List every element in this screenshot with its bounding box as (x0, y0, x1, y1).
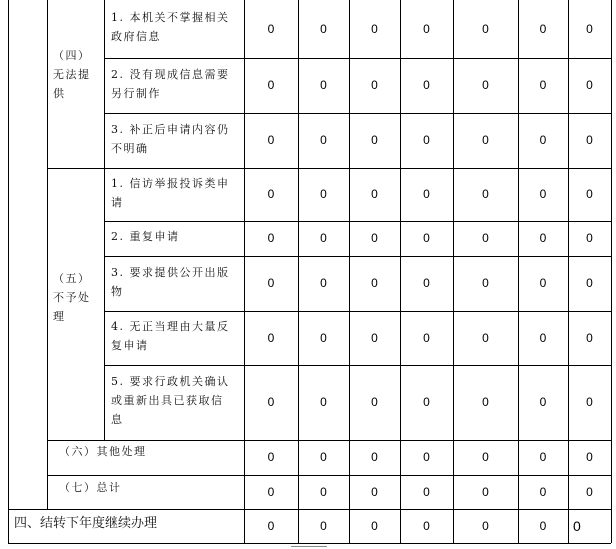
value-cell: 0 (586, 331, 593, 345)
value-cell: 0 (320, 276, 327, 290)
row-label: 5. 要求行政机关确认 或重新出具已获取信 息 (111, 375, 230, 426)
grid-line (8, 0, 9, 543)
value-cell: 0 (371, 22, 378, 36)
value-cell: 0 (320, 22, 327, 36)
value-cell: 0 (586, 231, 593, 245)
value-cell: 0 (371, 133, 378, 147)
grid-line (104, 113, 611, 114)
value-cell: 0 (267, 519, 275, 533)
value-cell: 0 (482, 22, 489, 36)
value-cell: 0 (539, 22, 547, 36)
value-cell: 0 (586, 450, 593, 464)
value-cell: 0 (267, 395, 275, 409)
value-cell: 0 (586, 22, 593, 36)
grid-line (104, 58, 611, 59)
grid-line (104, 311, 611, 312)
row-label: 2. 没有现成信息需要 另行制作 (111, 68, 230, 100)
value-cell: 0 (482, 395, 489, 409)
grid-line (47, 168, 611, 169)
value-cell: 0 (423, 187, 430, 201)
value-cell: 0 (371, 187, 378, 201)
grid-line (8, 543, 611, 544)
value-cell: 0 (423, 22, 430, 36)
value-cell: 0 (539, 231, 547, 245)
row-label: 1. 本机关不掌握相关 政府信息 (111, 11, 230, 43)
value-cell: 0 (371, 331, 378, 345)
value-cell: 0 (320, 485, 327, 499)
row-label: 1. 信访举报投诉类申 请 (111, 177, 230, 209)
value-cell: 0 (423, 133, 430, 147)
value-cell: 0 (586, 78, 593, 92)
value-cell: 0 (586, 485, 593, 499)
value-cell: 0 (267, 485, 275, 499)
value-cell: 0 (320, 133, 327, 147)
grid-line (611, 0, 612, 543)
value-cell: 0 (539, 78, 547, 92)
value-cell: 0 (320, 519, 327, 533)
value-cell: 0 (267, 231, 275, 245)
value-cell: 0 (539, 331, 547, 345)
value-cell: 0 (371, 78, 378, 92)
value-cell: 0 (539, 450, 547, 464)
value-cell: 0 (267, 22, 275, 36)
value-cell: 0 (539, 276, 547, 290)
row-label: 3. 补正后申请内容仍 不明确 (111, 123, 230, 155)
value-cell: 0 (586, 276, 593, 290)
value-cell: 0 (267, 187, 275, 201)
value-cell: 0 (371, 276, 378, 290)
value-cell: 0 (267, 78, 275, 92)
value-cell: 0 (371, 395, 378, 409)
value-cell: 0 (539, 395, 547, 409)
value-cell: 0 (423, 78, 430, 92)
value-cell: 0 (320, 395, 327, 409)
value-cell: 0 (586, 133, 593, 147)
value-cell: 0 (267, 331, 275, 345)
value-cell: 0 (423, 450, 430, 464)
grid-line (104, 0, 105, 440)
value-cell: 0 (320, 231, 327, 245)
group-label-not-process: （五） 不予处 理 (53, 272, 91, 323)
value-cell: 0 (539, 133, 547, 147)
value-cell: 0 (371, 450, 378, 464)
row-label: 4. 无正当理由大量反 复申请 (111, 320, 230, 352)
group-label-no-provide: （四） 无法提 供 (53, 49, 91, 100)
value-cell: 0 (482, 331, 489, 345)
value-cell: 0 (423, 395, 430, 409)
value-cell: 0 (371, 485, 378, 499)
value-cell: 0 (482, 519, 489, 533)
value-cell: 0 (423, 485, 430, 499)
value-cell: 0 (371, 231, 378, 245)
value-cell: 0 (482, 187, 489, 201)
row-label-other: （六）其他处理 (59, 445, 147, 458)
row-label-carry: 四、结转下年度继续办理 (14, 515, 158, 530)
value-cell: 0 (482, 78, 489, 92)
value-cell: 0 (482, 231, 489, 245)
value-cell: 0 (539, 485, 547, 499)
value-cell: 0 (423, 331, 430, 345)
value-cell: 0 (267, 276, 275, 290)
value-cell: 0 (320, 78, 327, 92)
value-cell: 0 (371, 519, 378, 533)
grid-line (104, 256, 611, 257)
value-cell: 0 (539, 519, 547, 533)
grid-line (104, 221, 611, 222)
value-cell: 0 (586, 187, 593, 201)
value-cell: 0 (573, 518, 581, 534)
value-cell: 0 (482, 485, 489, 499)
value-cell: 0 (267, 133, 275, 147)
grid-line (47, 440, 611, 441)
value-cell: 0 (482, 133, 489, 147)
grid-line (47, 0, 48, 509)
value-cell: 0 (586, 395, 593, 409)
value-cell: 0 (539, 187, 547, 201)
value-cell: 0 (423, 276, 430, 290)
grid-line (47, 475, 611, 476)
value-cell: 0 (423, 231, 430, 245)
row-label-total: （七）总计 (59, 481, 122, 494)
row-label: 2. 重复申请 (111, 230, 180, 243)
value-cell: 0 (482, 276, 489, 290)
grid-line (8, 509, 611, 510)
value-cell: 0 (423, 519, 430, 533)
value-cell: 0 (320, 331, 327, 345)
value-cell: 0 (320, 187, 327, 201)
value-cell: 0 (320, 450, 327, 464)
row-label: 3. 要求提供公开出版 物 (111, 266, 230, 298)
value-cell: 0 (482, 450, 489, 464)
value-cell: 0 (267, 450, 275, 464)
grid-line (104, 365, 611, 366)
